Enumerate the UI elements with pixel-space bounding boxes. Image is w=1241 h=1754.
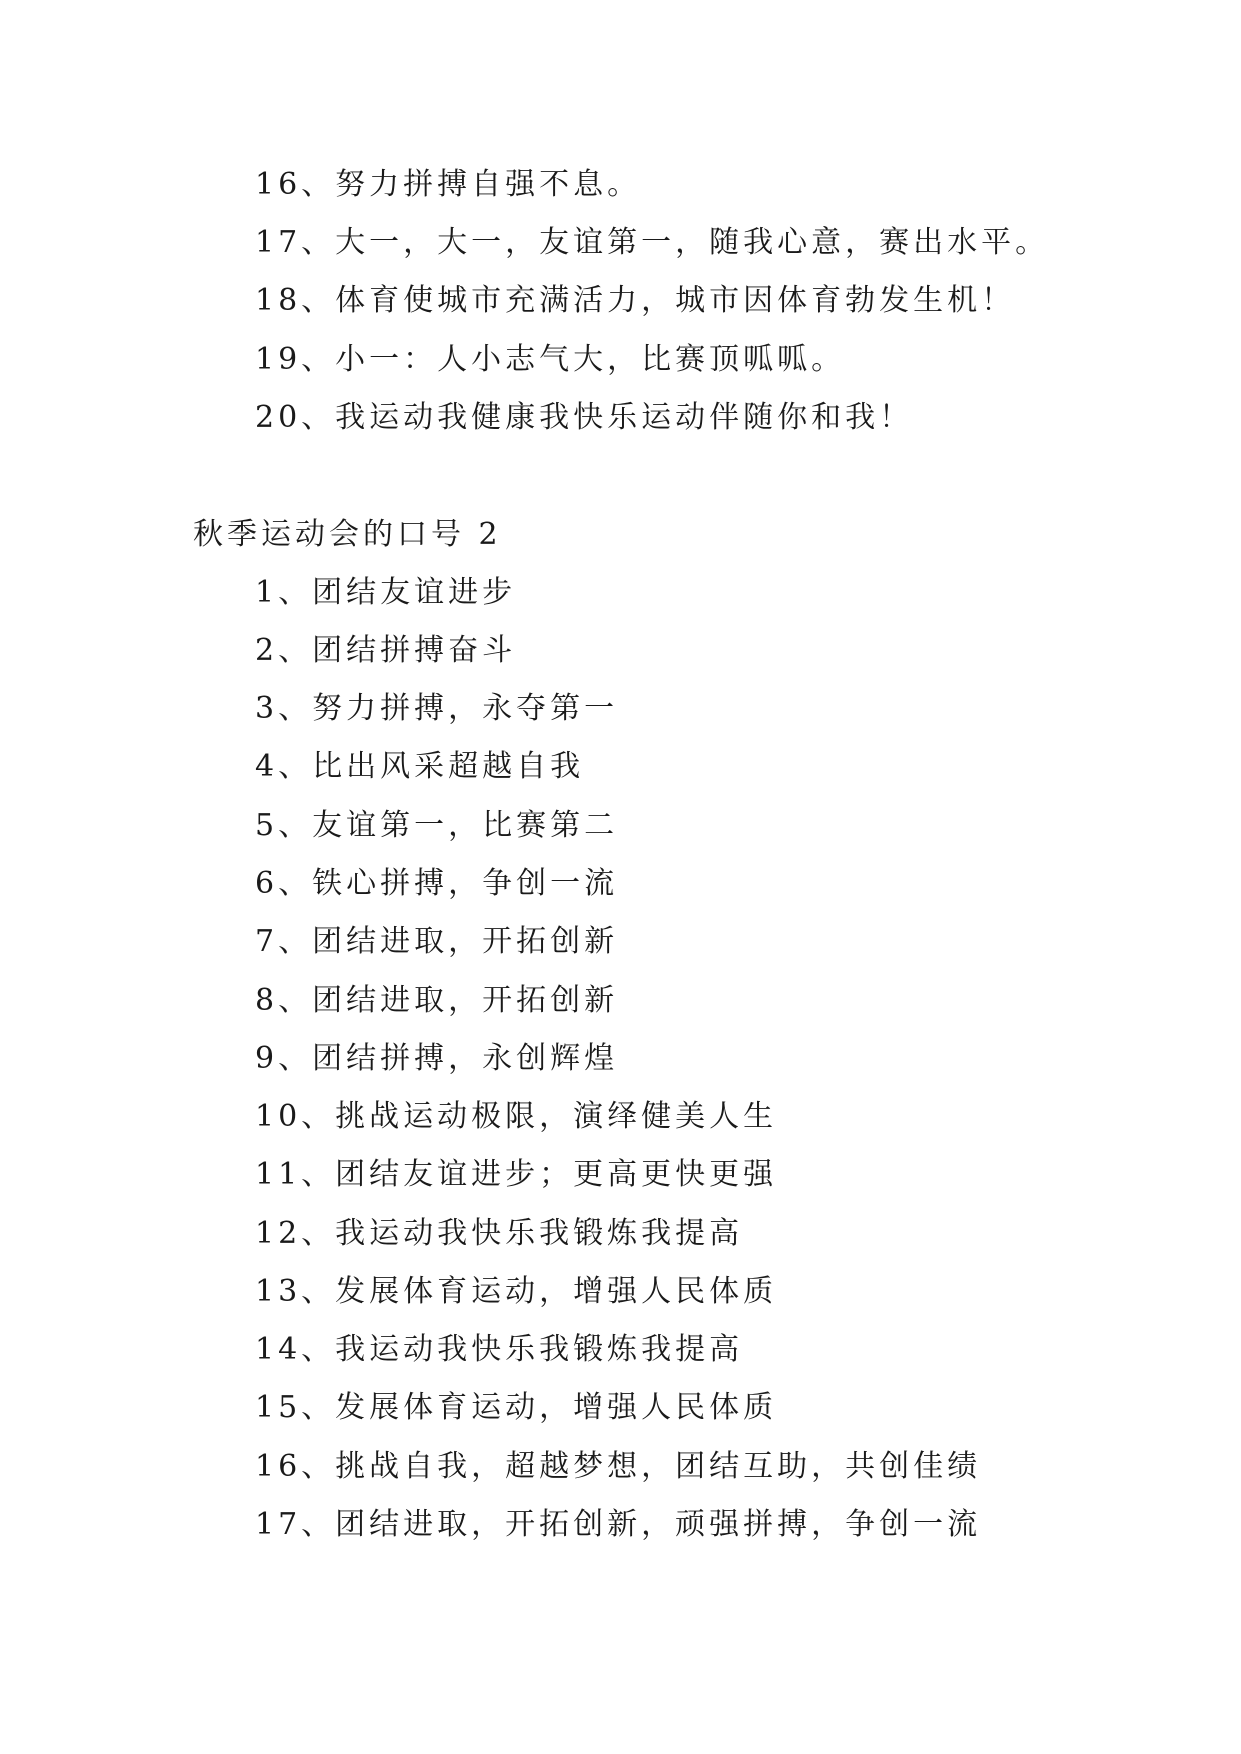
list-item: 15、发展体育运动，增强人民体质 xyxy=(255,1390,778,1425)
list-item: 14、我运动我快乐我锻炼我提高 xyxy=(255,1332,744,1367)
list-item: 7、团结进取，开拓创新 xyxy=(255,924,619,959)
list-item: 17、大一，大一，友谊第一，随我心意，赛出水平。 xyxy=(255,225,1050,260)
list-item: 16、努力拼搏自强不息。 xyxy=(255,167,642,202)
list-item: 16、挑战自我，超越梦想，团结互助，共创佳绩 xyxy=(255,1449,982,1484)
list-item: 11、团结友谊进步；更高更快更强 xyxy=(255,1157,778,1192)
list-item: 1、团结友谊进步 xyxy=(255,575,517,610)
list-item: 4、比出风采超越自我 xyxy=(255,749,585,784)
list-item: 3、努力拼搏，永夺第一 xyxy=(255,691,619,726)
list-item: 18、体育使城市充满活力，城市因体育勃发生机！ xyxy=(255,283,1016,318)
list-item: 8、团结进取，开拓创新 xyxy=(255,983,619,1018)
list-item: 5、友谊第一，比赛第二 xyxy=(255,808,619,843)
section-heading: 秋季运动会的口号 2 xyxy=(193,517,502,552)
list-item: 6、铁心拼搏，争创一流 xyxy=(255,866,619,901)
list-item: 17、团结进取，开拓创新，顽强拼搏，争创一流 xyxy=(255,1507,982,1542)
list-item: 9、团结拼搏，永创辉煌 xyxy=(255,1041,619,1076)
list-item: 19、小一：人小志气大，比赛顶呱呱。 xyxy=(255,342,846,377)
list-item: 20、我运动我健康我快乐运动伴随你和我！ xyxy=(255,400,914,435)
list-item: 13、发展体育运动，增强人民体质 xyxy=(255,1274,778,1309)
list-item: 2、团结拼搏奋斗 xyxy=(255,633,517,668)
list-item: 10、挑战运动极限，演绎健美人生 xyxy=(255,1099,778,1134)
list-item: 12、我运动我快乐我锻炼我提高 xyxy=(255,1216,744,1251)
